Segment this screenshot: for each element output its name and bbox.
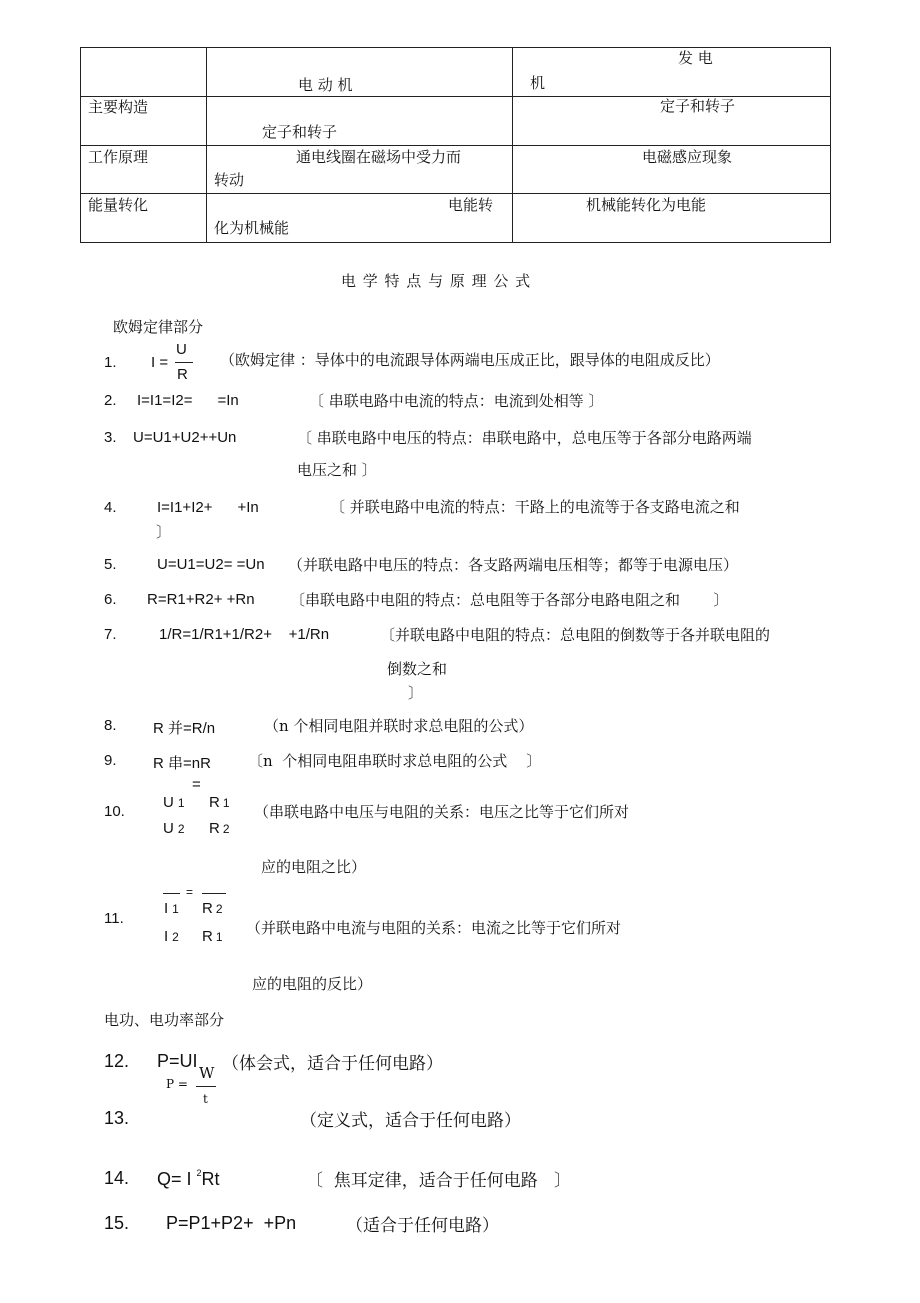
formula-description: （n 个相同电阻并联时求总电阻的公式） <box>264 717 534 735</box>
item-number: 14. <box>104 1168 130 1188</box>
section-heading-power: 电功、电功率部分 <box>104 1011 225 1029</box>
ratio-a-bottom: U 2 <box>163 820 185 837</box>
section-heading-ohm: 欧姆定律部分 <box>113 318 204 336</box>
formula-description: 〔 焦耳定律，适合于任何电路 〕 <box>306 1171 572 1191</box>
formula-description: 〔 串联电路中电压的特点：串联电路中，总电压等于各部分电路两端 <box>297 429 752 447</box>
formula: R 串=nR <box>153 755 211 772</box>
table-border-top <box>80 47 831 48</box>
formula: P=UI <box>157 1051 198 1071</box>
item-number: 6. <box>104 591 117 608</box>
page-title: 电 学 特 点 与 原 理 公 式 <box>341 272 532 290</box>
ratio-b-bottom: R 1 <box>202 928 223 945</box>
motor-principle-line2: 转动 <box>214 171 245 189</box>
item-number: 11. <box>104 910 124 927</box>
item-number: 12. <box>104 1051 130 1071</box>
formula-lhs: I = <box>151 354 169 371</box>
formula-description: （适合于任何电路） <box>346 1216 499 1236</box>
item-number: 3. <box>104 429 117 446</box>
fraction-bar-left <box>163 893 180 894</box>
formula-description: （定义式，适合于任何电路） <box>300 1111 521 1131</box>
item-number: 8. <box>104 717 117 734</box>
fraction-bar <box>175 362 193 363</box>
formula: P=P1+P2+ +Pn <box>166 1213 297 1233</box>
formula-lhs: P = <box>166 1077 188 1091</box>
formula-description: （并联电路中电压的特点：各支路两端电压相等；都等于电源电压） <box>288 556 739 574</box>
motor-principle-line1: 通电线圈在磁场中受力而 <box>296 148 462 166</box>
formula-description: 〔 串联电路中电流的特点：电流到处相等 〕 <box>309 392 604 410</box>
formula: U=U1=U2= =Un <box>157 556 265 573</box>
formula-description-close: 〕 <box>408 684 424 702</box>
table-border-left <box>80 47 81 242</box>
formula-description-cont: 〕 <box>156 523 172 541</box>
equals-sign: = <box>186 885 194 899</box>
formula-description: 〔 并联电路中电流的特点：干路上的电流等于各支路电流之和 <box>330 498 740 516</box>
header-generator-top: 发 电 <box>678 49 713 67</box>
fraction-numerator: W <box>199 1064 215 1082</box>
formula: 1/R=1/R1+1/R2+ +1/Rn <box>159 626 330 643</box>
formula: I=I1+I2+ +In <box>157 499 259 516</box>
item-number: 15. <box>104 1213 130 1233</box>
formula-description: 〔并联电路中电阻的特点：总电阻的倒数等于各并联电阻的 <box>380 626 771 644</box>
item-number: 4. <box>104 499 117 516</box>
ratio-b-top: R 1 <box>209 794 230 811</box>
motor-energy-line2: 化为机械能 <box>214 219 290 237</box>
item-number: 5. <box>104 556 117 573</box>
item-number: 10. <box>104 803 125 820</box>
item-number: 9. <box>104 752 117 769</box>
formula: I=I1=I2= =In <box>137 392 239 409</box>
table-border-bottom <box>80 242 831 243</box>
ratio-b-top: R 2 <box>202 900 223 917</box>
row-label-principle: 工作原理 <box>88 148 149 166</box>
formula-description: （体会式，适合于任何电路） <box>222 1054 443 1074</box>
formula: Q= I $^2$Rt <box>157 1168 220 1189</box>
fraction-denominator: R <box>177 366 188 383</box>
formula: R=R1+R2+ +Rn <box>147 591 255 608</box>
item-number: 1. <box>104 354 117 371</box>
generator-energy: 机械能转化为电能 <box>586 196 707 214</box>
formula: U=U1+U2++Un <box>133 429 237 446</box>
row-label-energy: 能量转化 <box>88 196 149 214</box>
fraction-numerator: U <box>176 341 187 358</box>
item-number: 13. <box>104 1108 130 1128</box>
formula-description: 〔串联电路中电阻的特点：总电阻等于各部分电路电阻之和 〕 <box>290 591 729 609</box>
table-col-divider <box>206 47 207 242</box>
ratio-a-top: I 1 <box>164 900 179 917</box>
motor-energy-line1: 电能转 <box>448 196 494 214</box>
header-generator-bottom: 机 <box>530 74 546 92</box>
item-number: 7. <box>104 626 117 643</box>
formula-description-cont: 应的电阻的反比） <box>252 975 373 993</box>
formula-description: 〔n 个相同电阻串联时求总电阻的公式 〕 <box>248 752 542 770</box>
item-number: 2. <box>104 392 117 409</box>
motor-structure: 定子和转子 <box>262 123 338 141</box>
row-label-structure: 主要构造 <box>88 98 149 116</box>
header-motor: 电 动 机 <box>298 76 353 94</box>
ratio-a-bottom: I 2 <box>164 928 179 945</box>
fraction-bar-right <box>202 893 226 894</box>
generator-principle: 电磁感应现象 <box>642 148 733 166</box>
formula-description: （串联电路中电压与电阻的关系：电压之比等于它们所对 <box>254 803 630 821</box>
formula-description-cont: 电压之和 〕 <box>297 461 377 479</box>
formula-description: （欧姆定律 ：导体中的电流跟导体两端电压成正比，跟导体的电阻成反比） <box>220 351 720 369</box>
table-col-divider <box>512 47 513 242</box>
table-border-right <box>830 47 831 242</box>
formula-description-cont: 应的电阻之比） <box>261 858 367 876</box>
ratio-a-top: U 1 <box>163 794 185 811</box>
generator-structure: 定子和转子 <box>660 97 736 115</box>
fraction-denominator: t <box>203 1092 208 1106</box>
equals-sign: = <box>192 776 201 793</box>
formula-description-cont: 倒数之和 <box>387 660 448 678</box>
formula-description: （并联电路中电流与电阻的关系：电流之比等于它们所对 <box>246 919 622 937</box>
formula: R 并=R/n <box>153 720 216 737</box>
fraction-bar <box>196 1086 216 1087</box>
ratio-b-bottom: R 2 <box>209 820 230 837</box>
